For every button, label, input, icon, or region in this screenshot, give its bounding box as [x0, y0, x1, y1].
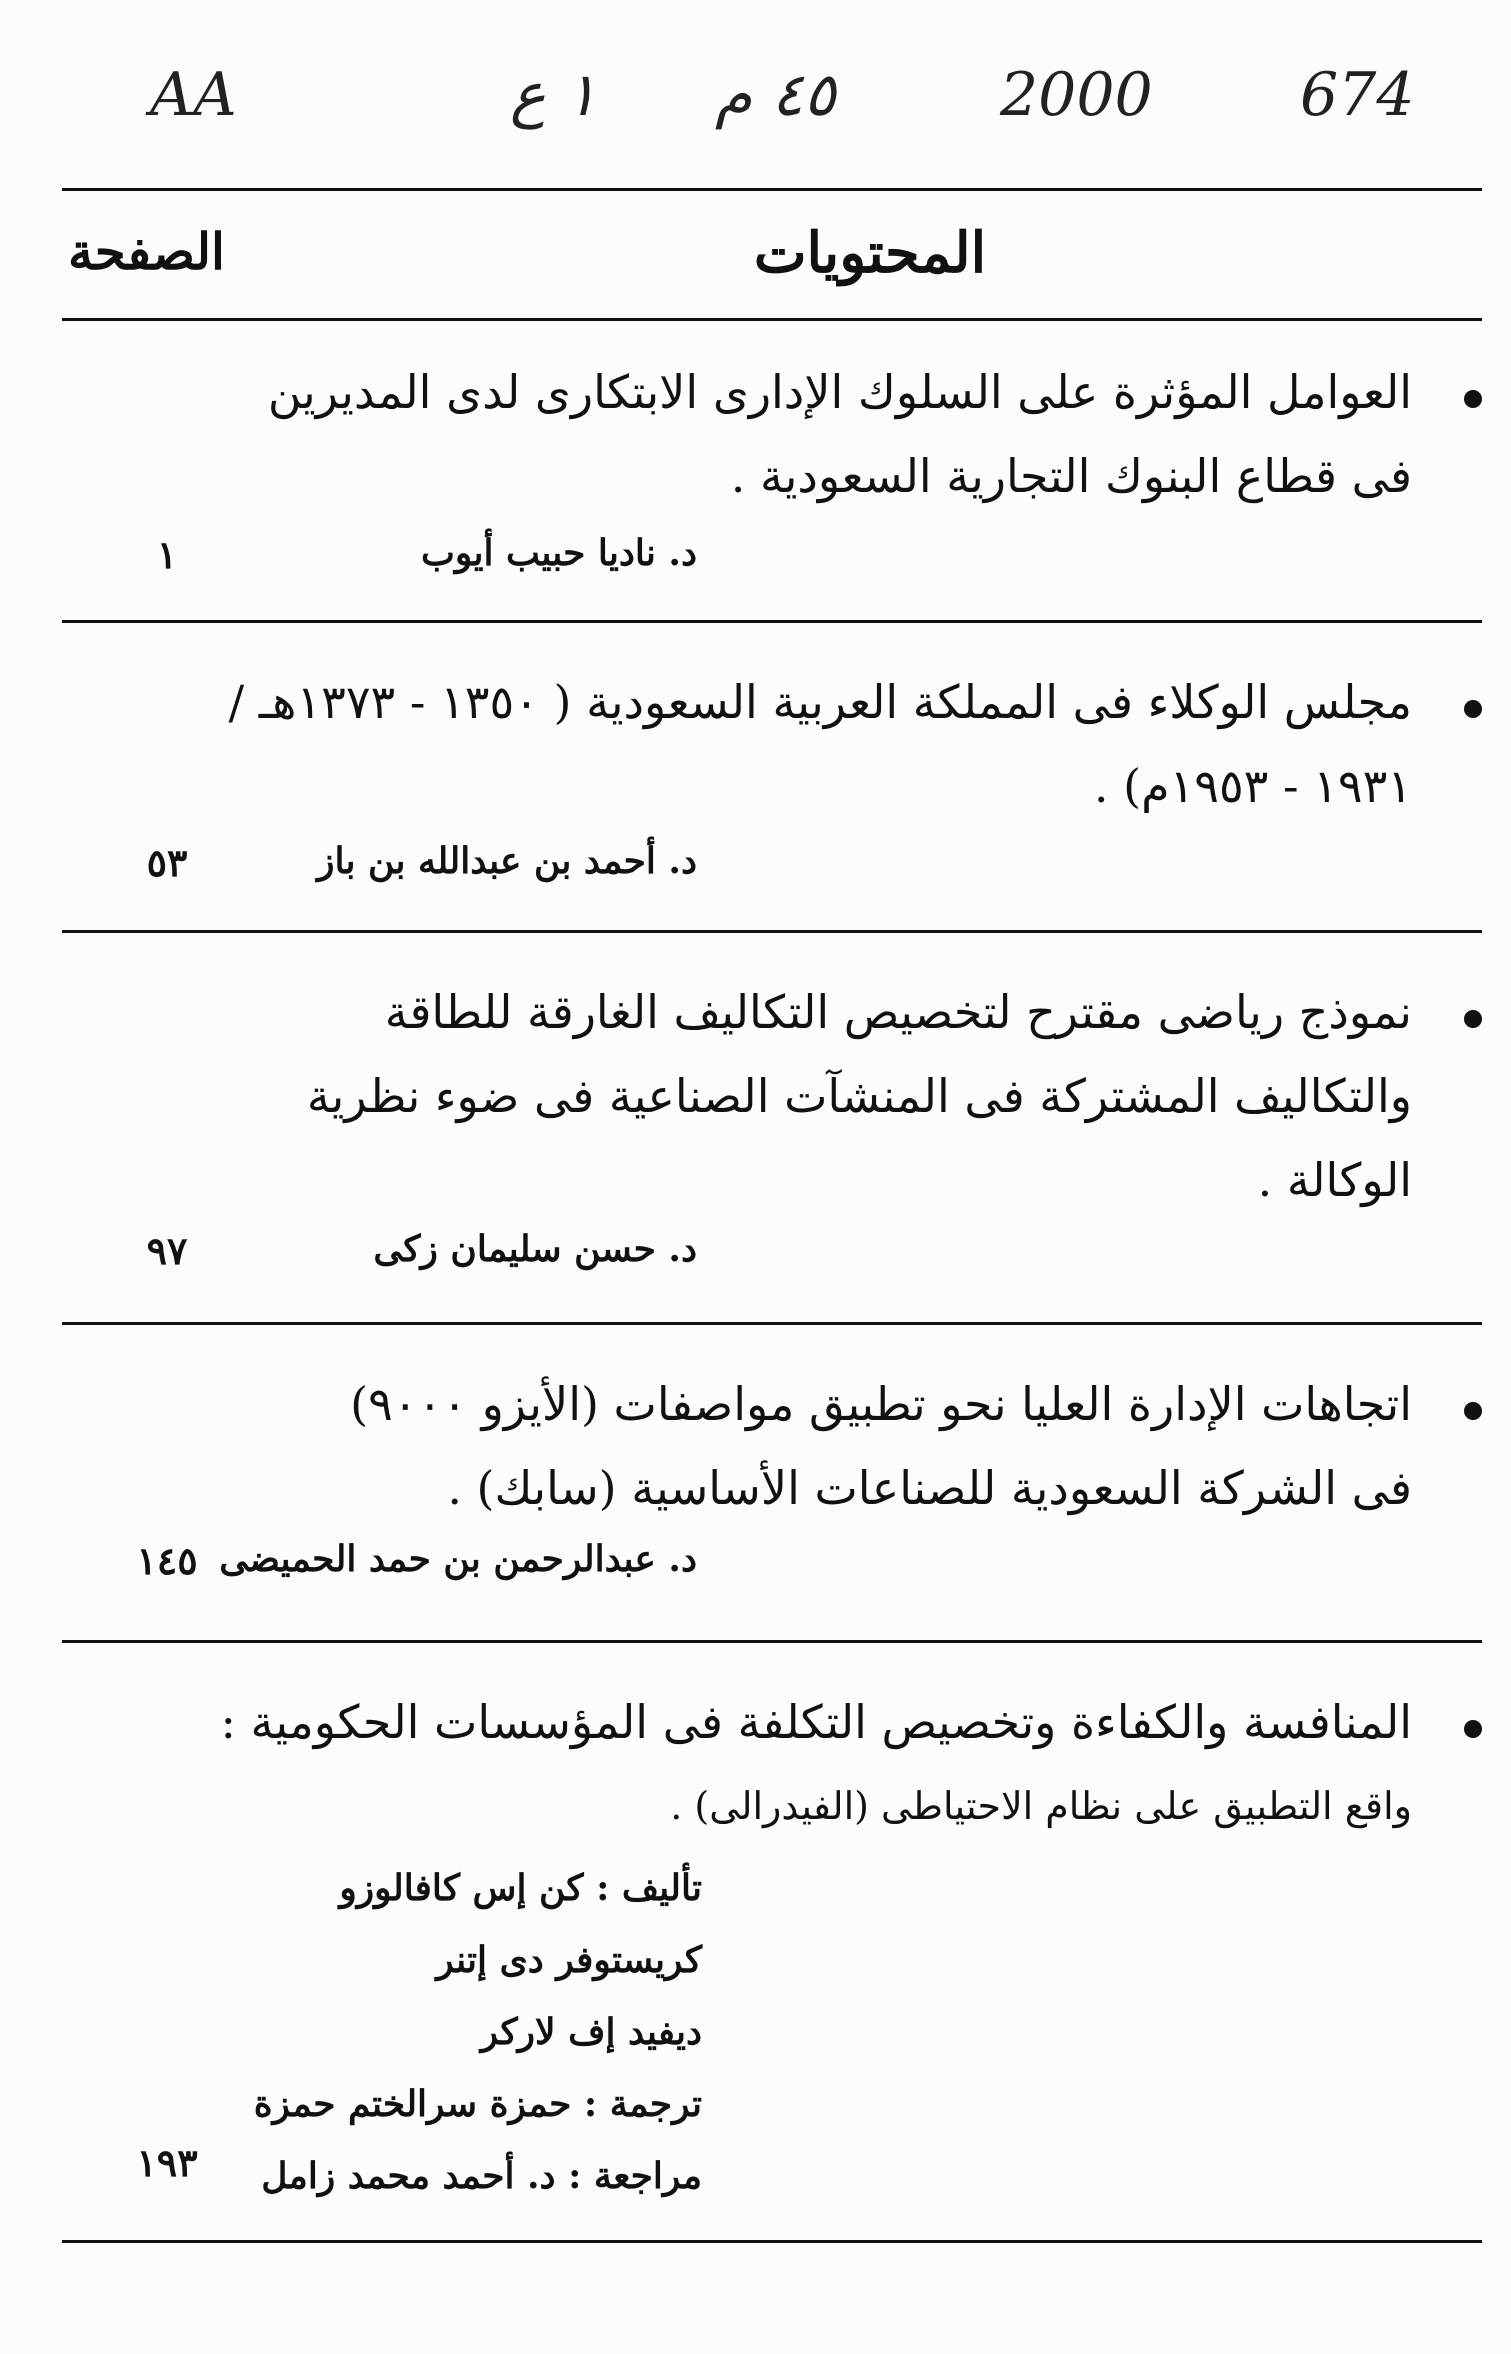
- entry-page: ١: [156, 532, 178, 577]
- entry-title: [220, 1680, 1412, 1848]
- entry-author: د. حسن سليمان زكى: [373, 1228, 697, 1270]
- entry-title-line: العوامل المؤثرة على السلوك الإدارى الابتكارى لدى المديرين: [267, 365, 1412, 419]
- entry-page: ١٤٥: [136, 1538, 198, 1583]
- entry-title: [228, 660, 1412, 828]
- header-rule: [62, 318, 1482, 321]
- handwritten-notes: [150, 60, 1415, 170]
- entry-title-line: المنافسة والكفاءة وتخصيص التكلفة فى المؤسسات الحكومية :: [220, 1695, 1412, 1749]
- handwritten-note: ١ ع: [510, 60, 598, 130]
- entry-title-line: فى قطاع البنوك التجارية السعودية .: [730, 449, 1412, 503]
- entry-title-line: ١٩٣١ - ١٩٥٣م) .: [1093, 759, 1412, 813]
- entry-author: د. أحمد بن عبدالله بن باز: [317, 840, 697, 882]
- entry-title-line: والتكاليف المشتركة فى المنشآت الصناعية فى ضوء نظرية: [306, 1069, 1412, 1123]
- entry-author: د. عبدالرحمن بن حمد الحميضى: [219, 1538, 697, 1580]
- handwritten-note: 2000: [1000, 60, 1153, 130]
- entry-page: ١٩٣: [136, 2140, 198, 2185]
- bullet-icon: [1464, 700, 1482, 718]
- entry-title: [267, 350, 1412, 518]
- credit-line: ترجمة : حمزة سرالختم حمزة: [253, 2083, 702, 2125]
- bottom-rule: [62, 2240, 1482, 2243]
- separator-rule: [62, 1322, 1482, 1325]
- credit-line: تأليف : كن إس كافالوزو: [339, 1867, 702, 1909]
- entry-title-line: مجلس الوكلاء فى المملكة العربية السعودية ( ١٣٥٠ - ١٣٧٣هـ /: [228, 675, 1412, 729]
- separator-rule: [62, 930, 1482, 933]
- entry-title-line: اتجاهات الإدارة العليا نحو تطبيق مواصفات (الأيزو ٩٠٠٠): [350, 1377, 1412, 1431]
- page-column-label: الصفحة: [68, 222, 225, 281]
- bullet-icon: [1464, 1720, 1482, 1738]
- credit-line: مراجعة : د. أحمد محمد زامل: [261, 2155, 702, 2197]
- credit-line: ديفيد إف لاركر: [480, 2011, 702, 2053]
- handwritten-note: ٤٥ م: [715, 60, 836, 130]
- bullet-icon: [1464, 1010, 1482, 1028]
- separator-rule: [62, 1640, 1482, 1643]
- entry-title-line: واقع التطبيق على نظام الاحتياطى (الفيدرالى) .: [670, 1784, 1412, 1828]
- entry-title-line: الوكالة .: [1257, 1153, 1412, 1207]
- entry-page: ٥٣: [146, 840, 188, 885]
- entry-title: [302, 970, 1412, 1222]
- bullet-icon: [1464, 390, 1482, 408]
- top-rule: [62, 188, 1482, 191]
- bullet-icon: [1464, 1402, 1482, 1420]
- handwritten-note: AA: [150, 60, 237, 130]
- entry-author: د. ناديا حبيب أيوب: [420, 532, 697, 574]
- page-title: المحتويات: [753, 220, 987, 286]
- entry-page: ٩٧: [146, 1228, 188, 1273]
- entry-title-line: نموذج رياضى مقترح لتخصيص التكاليف الغارقة للطاقة: [384, 985, 1412, 1039]
- entry-title: [302, 1362, 1412, 1530]
- credit-line: كريستوفر دى إتنر: [436, 1939, 702, 1981]
- entry-credits: [254, 1852, 702, 2212]
- handwritten-note: 674: [1300, 60, 1415, 130]
- entry-title-line: فى الشركة السعودية للصناعات الأساسية (سابك) .: [447, 1461, 1412, 1515]
- separator-rule: [62, 620, 1482, 623]
